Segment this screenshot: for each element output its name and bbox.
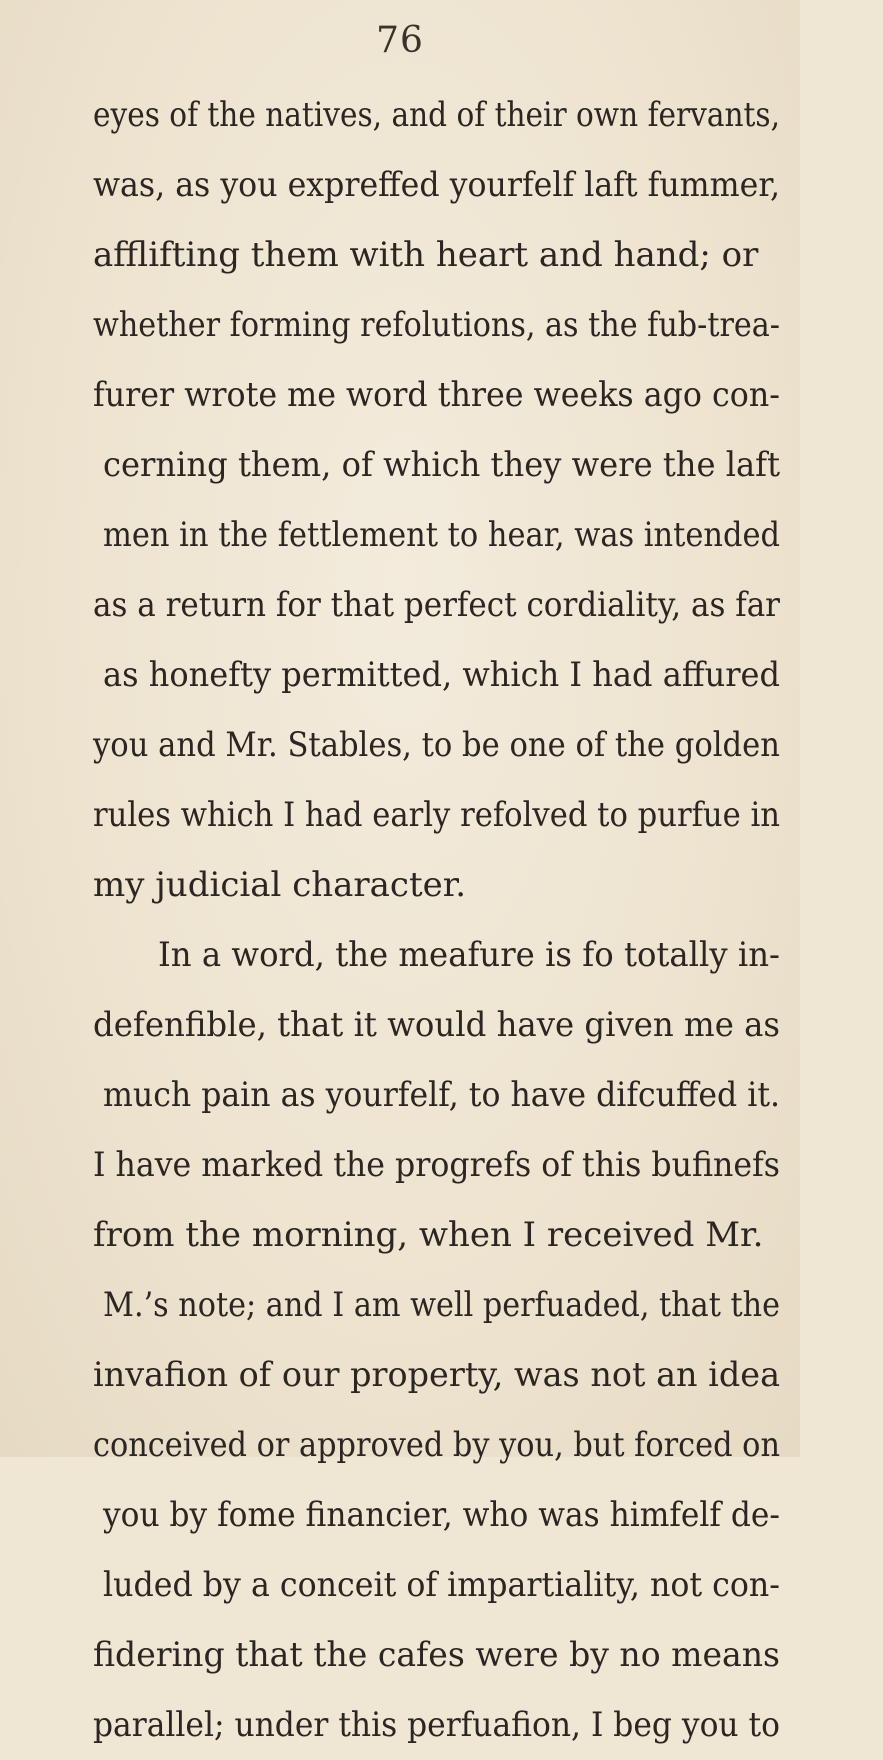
text-line: luded by a conceit of impartiality, not con- — [103, 1565, 780, 1605]
text-line: you by fome financier, who was himfelf de- — [103, 1495, 780, 1535]
text-line: M.’s note; and I am well perfuaded, that the — [103, 1285, 780, 1325]
text-line: you and Mr. Stables, to be one of the golden — [93, 725, 780, 765]
text-line: my judicial character. — [93, 865, 467, 905]
text-line: parallel; under this perfuafion, I beg you to — [93, 1705, 780, 1745]
text-line: whether forming refolutions, as the fub-trea- — [93, 305, 780, 345]
text-line: defenfible, that it would have given me as — [93, 1005, 781, 1045]
text-line: was, as you expreffed yourfelf laft fummer, — [93, 165, 781, 205]
text-line: from the morning, when I received Mr. — [93, 1215, 764, 1255]
text-line: I have marked the progrefs of this bufinefs — [93, 1145, 780, 1185]
paragraph-start-line: In a word, the meafure is fo totally in- — [158, 935, 780, 975]
text-line: furer wrote me word three weeks ago con- — [93, 375, 780, 415]
text-line: fidering that the cafes were by no means — [93, 1635, 780, 1675]
text-line: much pain as yourfelf, to have difcuffed it. — [103, 1075, 781, 1115]
text-line: invafion of our property, was not an idea — [93, 1355, 781, 1395]
text-line: rules which I had early refolved to purfue in — [93, 795, 781, 835]
page-number: 76 — [376, 20, 424, 61]
text-line: as a return for that perfect cordiality, as far — [93, 585, 781, 625]
body-text — [0, 80, 800, 1760]
text-line: as honefty permitted, which I had affured — [103, 655, 781, 695]
text-line: conceived or approved by you, but forced on — [93, 1425, 780, 1465]
text-line: cerning them, of which they were the laft — [103, 445, 781, 485]
text-line: eyes of the natives, and of their own fervants, — [93, 95, 780, 135]
text-line: men in the fettlement to hear, was intended — [103, 515, 780, 555]
text-line: afflifting them with heart and hand; or — [93, 235, 759, 275]
